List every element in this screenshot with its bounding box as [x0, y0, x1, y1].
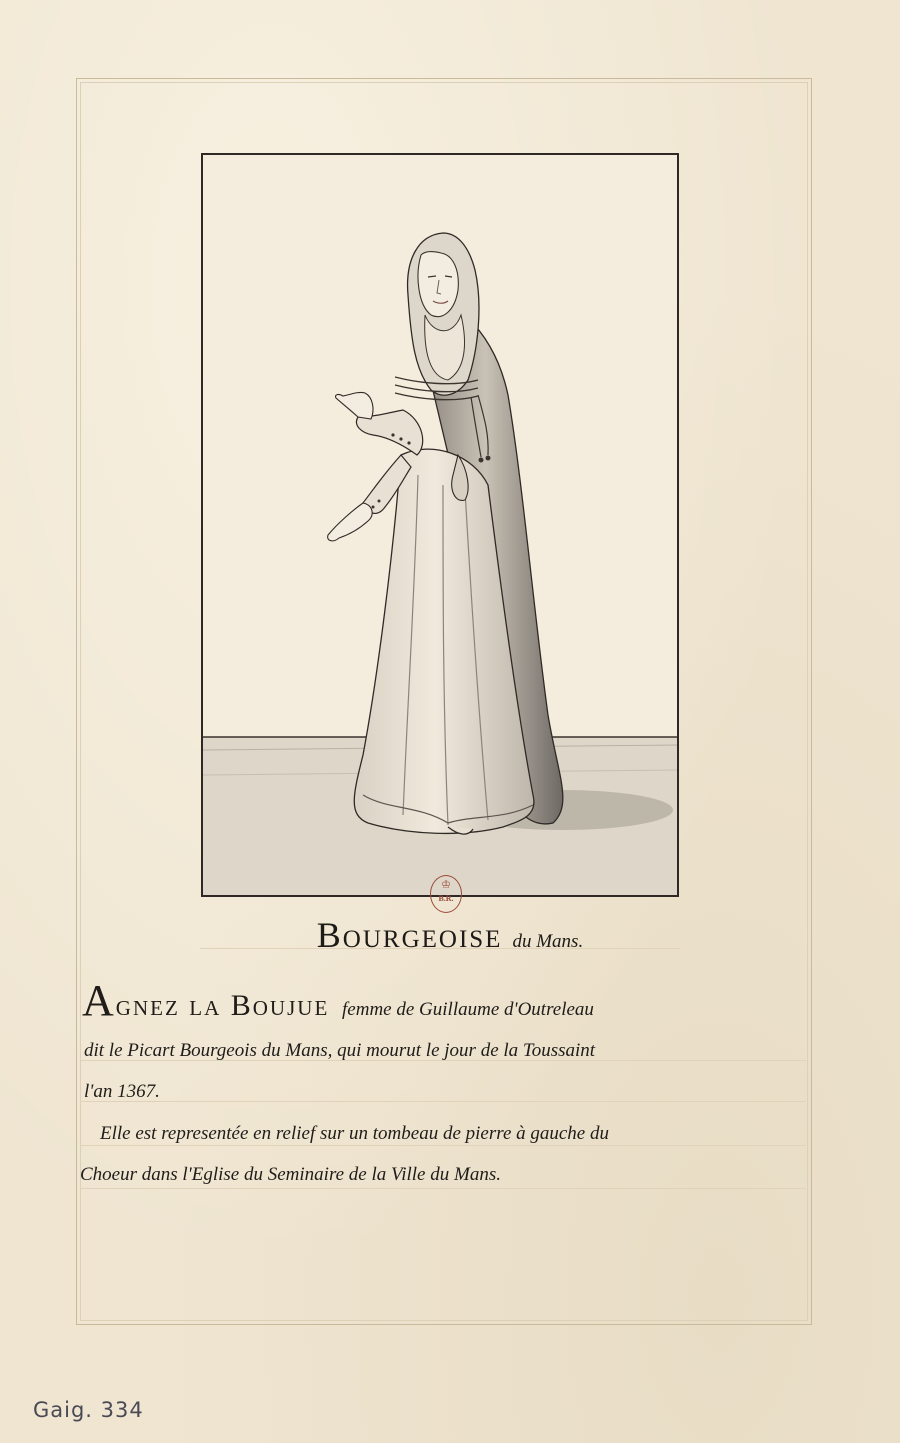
subject-name-initial: A: [82, 976, 116, 1025]
caption-line-3: l'an 1367.: [84, 1081, 160, 1102]
title-subtitle: du Mans.: [512, 931, 584, 952]
guide-rule: [80, 1188, 806, 1189]
catalog-mark: Gaig. 334: [33, 1398, 144, 1422]
caption-line-4: Elle est representée en relief sur un tombeau de pierre à gauche du: [100, 1123, 609, 1144]
caption-line-1: [82, 975, 594, 1026]
guide-rule: [80, 1145, 806, 1146]
caption-line-2: dit le Picart Bourgeois du Mans, qui mourut le jour de la Toussaint: [84, 1040, 596, 1061]
illustration-plate: [201, 153, 679, 897]
subject-name-rest: gnez la Boujue: [115, 989, 330, 1022]
caption-line-5: Choeur dans l'Eglise du Seminaire de la Ville du Mans.: [80, 1164, 501, 1185]
figure-illustration: [203, 155, 677, 895]
crown-icon: ♔: [441, 879, 451, 891]
library-stamp: [430, 875, 462, 913]
left-hand: [328, 503, 372, 541]
stamp-label: B.R.: [438, 894, 454, 903]
guide-rule: [80, 1101, 806, 1102]
subject-name: [82, 976, 330, 1025]
title-main: Bourgeoise: [316, 915, 503, 955]
right-hand: [335, 392, 373, 419]
plate-title: [0, 914, 900, 956]
caption-line-1-rest: femme de Guillaume d'Outreleau: [342, 999, 594, 1020]
